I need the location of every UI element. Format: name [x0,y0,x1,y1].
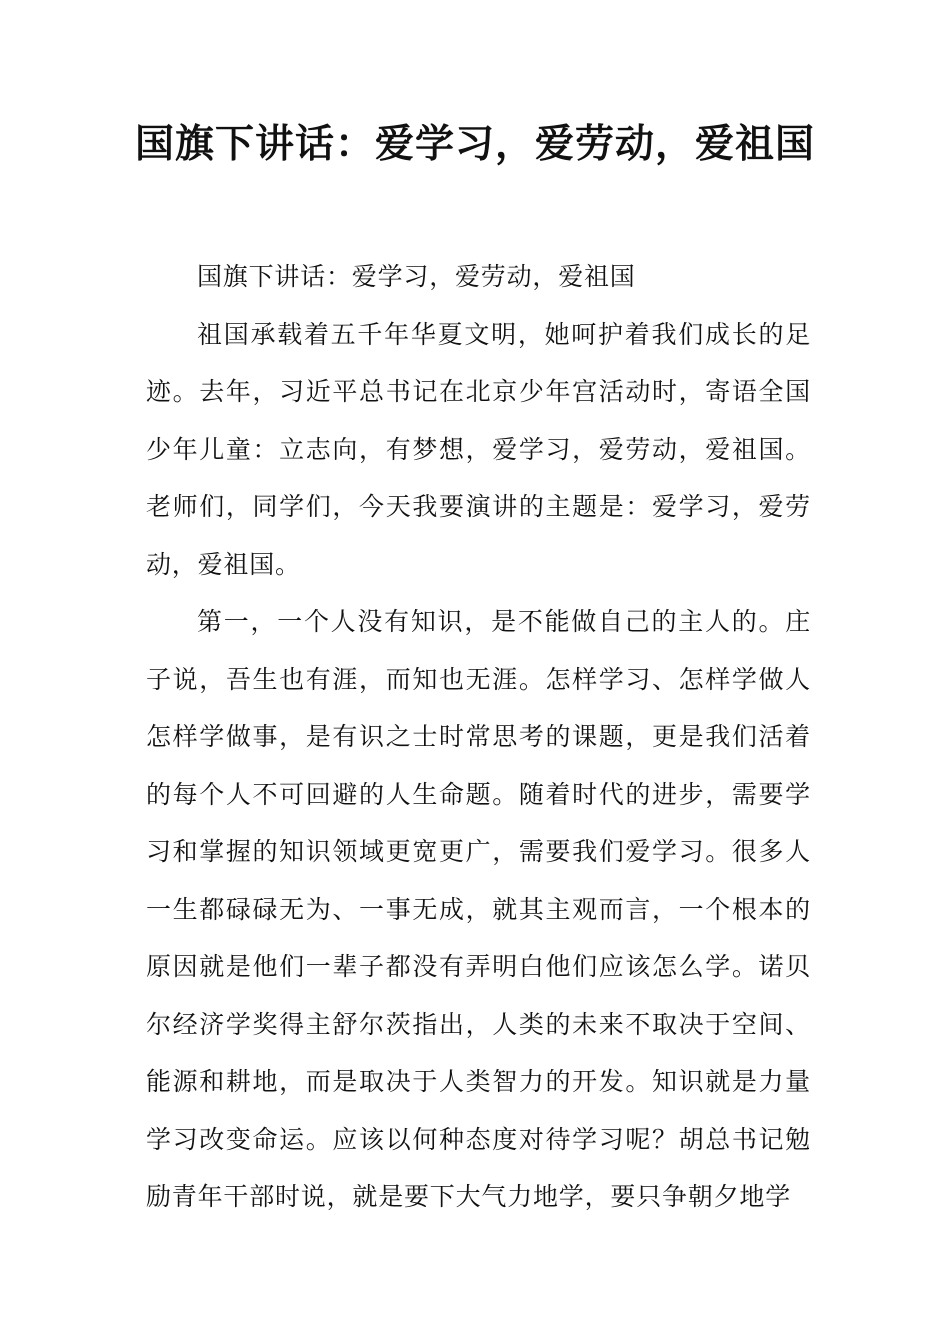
paragraph-love-learning: 第一，一个人没有知识，是不能做自己的主人的。庄子说，吾生也有涯，而知也无涯。怎样学习、怎样学做人怎样学做事，是有识之士时常思考的课题，更是我们活着的每个人不可回避的人生命题。随着时代的进步，需要学习和掌握的知识领域更宽更广，需要我们爱学习。很多人一生都碌碌无为、一事无成，就其主观而言，一个根本的原因就是他们一辈子都没有弄明白他们应该怎么学。诺贝尔经济学奖得主舒尔茨指出，人类的未来不取决于空间、能源和耕地，而是取决于人类智力的开发。知识就是力量学习改变命运。应该以何种态度对待学习呢？胡总书记勉励青年干部时说，就是要下大气力地学，要只争朝夕地学 [146,607,811,1211]
paragraph-heading-repeat: 国旗下讲话：爱学习，爱劳动，爱祖国 [197,262,636,291]
document-title: 国旗下讲话：爱学习，爱劳动，爱祖国 [134,121,815,167]
document-body [146,248,811,1226]
paragraph-intro: 祖国承载着五千年华夏文明，她呵护着我们成长的足迹。去年，习近平总书记在北京少年宫活动时，寄语全国少年儿童：立志向，有梦想，爱学习，爱劳动，爱祖国。老师们，同学们，今天我要演讲的主题是：爱学习，爱劳动，爱祖国。 [146,319,811,579]
